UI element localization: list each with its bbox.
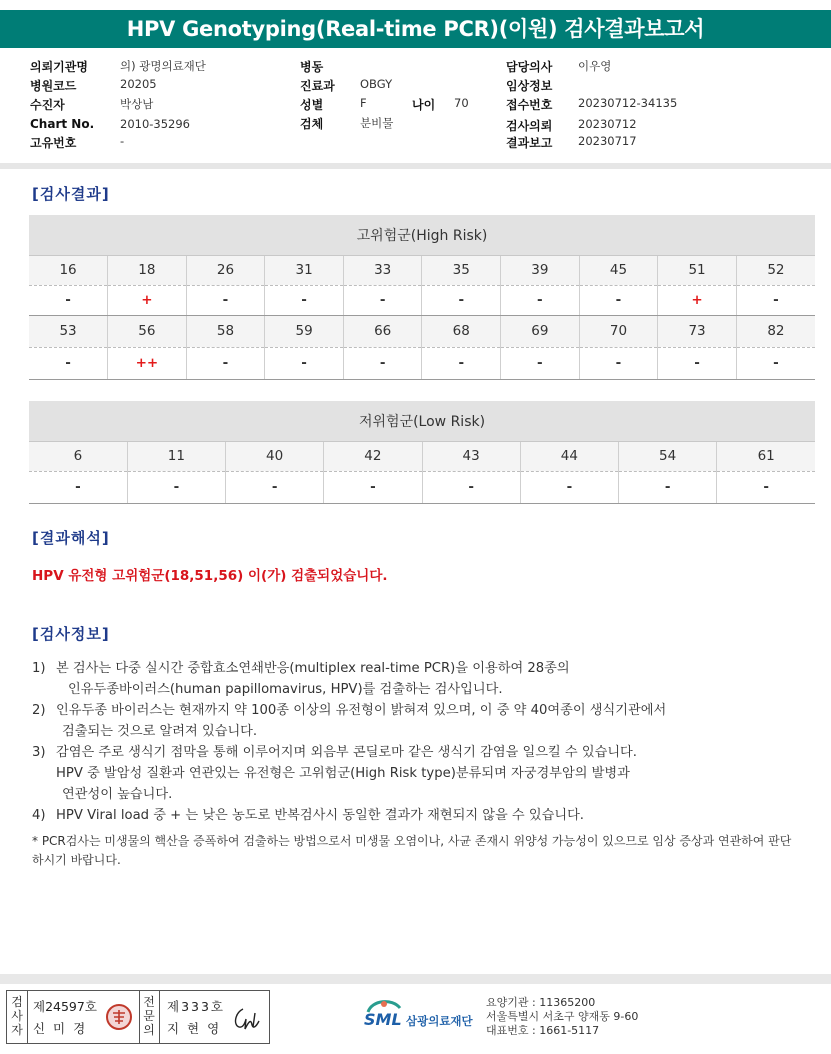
- label-chart-no: Chart No.: [30, 117, 95, 131]
- label-ward: 병동: [300, 60, 324, 74]
- hr-type: 45: [579, 255, 658, 285]
- high-risk-title: 고위험군(High Risk): [29, 215, 815, 255]
- hr-result: -: [29, 285, 108, 315]
- hr-type: 69: [501, 315, 580, 347]
- label-patient: 수진자: [30, 98, 65, 112]
- value-doctor: 이우영: [578, 59, 612, 73]
- info-item: [32, 658, 802, 700]
- value-patient: 박상남: [120, 97, 154, 111]
- lr-result: -: [324, 471, 422, 503]
- lr-result: -: [619, 471, 717, 503]
- hr-type: 56: [108, 315, 187, 347]
- org-address-block: [486, 996, 638, 1038]
- info-item-number: 4): [32, 808, 46, 823]
- hr-result: -: [422, 347, 501, 379]
- label-requesting-org: 의뢰기관명: [30, 60, 88, 74]
- hr-type: 58: [186, 315, 265, 347]
- value-specimen: 분비물: [360, 116, 394, 130]
- hr-result: -: [736, 347, 815, 379]
- org-code: 요양기관 : 11365200: [486, 996, 596, 1009]
- hr-type: 31: [265, 255, 344, 285]
- patient-header: [0, 50, 831, 169]
- interpretation-text: HPV 유전형 고위험군(18,51,56) 이(가) 검출되었습니다.: [32, 568, 388, 584]
- hr-type: 39: [501, 255, 580, 285]
- report-title: HPV Genotyping(Real-time PCR)(이원) 검사결과보고서: [0, 10, 831, 48]
- section-interpretation: [결과해석]: [32, 529, 110, 547]
- info-line: HPV 중 발암성 질환과 연관있는 유전형은 고위험군(High Risk type)분류되며 자궁경부암의 발병과: [56, 766, 630, 781]
- info-item-number: 3): [32, 745, 46, 760]
- hr-result: -: [501, 285, 580, 315]
- tester-label-cell: [7, 991, 28, 1043]
- info-item: [32, 742, 802, 805]
- label-hospital-code: 병원코드: [30, 79, 77, 93]
- hr-result: -: [29, 347, 108, 379]
- info-line: 감염은 주로 생식기 점막을 통해 이루어지며 외음부 콘딜로마 같은 생식기 감염을 일으킬 수 있습니다.: [56, 745, 637, 760]
- value-test-request: 20230712: [578, 117, 637, 131]
- hr-type: 33: [343, 255, 422, 285]
- specialist-cell: [159, 991, 269, 1043]
- hr-result-positive: ++: [108, 347, 187, 379]
- hr-type: 18: [108, 255, 187, 285]
- label-test-request: 검사의뢰: [506, 119, 553, 133]
- value-department: OBGY: [360, 77, 393, 91]
- tester-vertical-label: 검사자: [11, 995, 23, 1037]
- hr-result: -: [579, 285, 658, 315]
- label-doctor: 담당의사: [506, 60, 553, 74]
- low-risk-title: 저위험군(Low Risk): [29, 401, 815, 441]
- value-receipt-no: 20230712-34135: [578, 96, 678, 110]
- hr-type: 53: [29, 315, 108, 347]
- hr-type: 73: [658, 315, 737, 347]
- label-department: 진료과: [300, 79, 335, 93]
- value-age: 70: [454, 96, 469, 110]
- lr-result: -: [127, 471, 225, 503]
- value-chart-no: 2010-35296: [120, 117, 190, 131]
- high-risk-table: [29, 215, 815, 380]
- pcr-note: * PCR검사는 미생물의 핵산을 증폭하여 검출하는 방법으로서 미생물 오염이나, 사균 존재시 위양성 가능성이 있으므로 임상 증상과 연관하여 판단하시기 바랍니다.: [32, 834, 792, 867]
- test-info-list: [32, 658, 802, 826]
- info-item-number: 2): [32, 703, 46, 718]
- value-sex: F: [360, 96, 367, 110]
- hr-result-positive: +: [658, 285, 737, 315]
- hr-type: 68: [422, 315, 501, 347]
- hr-type: 59: [265, 315, 344, 347]
- label-clinical-info: 임상정보: [506, 79, 553, 93]
- info-line: 연관성이 높습니다.: [62, 787, 173, 802]
- hr-type: 66: [343, 315, 422, 347]
- label-receipt-no: 접수번호: [506, 98, 553, 112]
- hr-result: -: [265, 347, 344, 379]
- info-item: [32, 805, 802, 826]
- hr-type: 26: [186, 255, 265, 285]
- section-test-info: [검사정보]: [32, 625, 110, 643]
- tester-seal-icon: [105, 1003, 133, 1031]
- tester-license-no: 제24597호: [33, 999, 97, 1014]
- specialist-label-cell: [139, 991, 160, 1043]
- hr-result: -: [186, 285, 265, 315]
- lr-type: 61: [717, 441, 815, 471]
- info-line: 인유두종바이러스(human papillomavirus, HPV)를 검출하는 검사입니다.: [68, 682, 503, 697]
- label-specimen: 검체: [300, 117, 324, 131]
- org-phone: 대표번호 : 1661-5117: [486, 1024, 600, 1037]
- hr-result: -: [658, 347, 737, 379]
- hr-result-positive: +: [108, 285, 187, 315]
- hr-result: -: [186, 347, 265, 379]
- lr-type: 42: [324, 441, 422, 471]
- value-hospital-code: 20205: [120, 77, 157, 91]
- hr-result: -: [343, 347, 422, 379]
- low-risk-table: [29, 401, 815, 504]
- hr-type: 16: [29, 255, 108, 285]
- hr-result: -: [501, 347, 580, 379]
- info-line: 본 검사는 다중 실시간 중합효소연쇄반응(multiplex real-time PCR)을 이용하여 28종의: [56, 661, 570, 676]
- info-line: 인유두종 바이러스는 현재까지 약 100종 이상의 유전형이 밝혀져 있으며, 이 중 약 40여종이 생식기관에서: [56, 703, 667, 718]
- tester-name: 신 미 경: [33, 1021, 88, 1036]
- lr-result: -: [29, 471, 127, 503]
- info-item-number: 1): [32, 661, 46, 676]
- signature-scribble-icon: [231, 1005, 265, 1033]
- logo-text: SML: [364, 1010, 402, 1029]
- tester-cell: [27, 991, 140, 1043]
- lr-result: -: [226, 471, 324, 503]
- lr-type: 54: [619, 441, 717, 471]
- value-result-report: 20230717: [578, 134, 637, 148]
- info-item: [32, 700, 802, 742]
- lr-result: -: [520, 471, 618, 503]
- value-requesting-org: 의) 광명의료재단: [120, 59, 206, 73]
- label-age: 나이: [412, 98, 436, 112]
- label-result-report: 결과보고: [506, 136, 553, 150]
- section-test-results: [검사결과]: [32, 185, 110, 203]
- org-name: 삼광의료재단: [406, 1014, 473, 1028]
- org-address: 서울특별시 서초구 양재동 9-60: [486, 1010, 639, 1023]
- hr-type: 51: [658, 255, 737, 285]
- lr-type: 6: [29, 441, 127, 471]
- specialist-name: 지 현 영: [167, 1021, 222, 1036]
- value-unique-no: -: [120, 134, 125, 148]
- label-unique-no: 고유번호: [30, 136, 77, 150]
- hr-result: -: [343, 285, 422, 315]
- signature-box: [6, 990, 270, 1044]
- hr-type: 52: [736, 255, 815, 285]
- sml-logo: [362, 996, 480, 1036]
- hr-type: 35: [422, 255, 501, 285]
- lr-result: -: [422, 471, 520, 503]
- lr-type: 43: [422, 441, 520, 471]
- specialist-vertical-label: 전문의: [143, 995, 155, 1037]
- footer-separator: [0, 974, 831, 984]
- lr-type: 40: [226, 441, 324, 471]
- hr-result: -: [579, 347, 658, 379]
- info-line: HPV Viral load 중 + 는 낮은 농도로 반복검사시 동일한 결과가 재현되지 않을 수 있습니다.: [56, 808, 584, 823]
- hr-result: -: [736, 285, 815, 315]
- hr-result: -: [422, 285, 501, 315]
- hr-type: 82: [736, 315, 815, 347]
- lr-type: 11: [127, 441, 225, 471]
- lr-result: -: [717, 471, 815, 503]
- lr-type: 44: [520, 441, 618, 471]
- specialist-license-no: 제333호: [167, 999, 226, 1014]
- hr-result: -: [265, 285, 344, 315]
- label-sex: 성별: [300, 98, 324, 112]
- hr-type: 70: [579, 315, 658, 347]
- info-line: 검출되는 것으로 알려져 있습니다.: [62, 724, 258, 739]
